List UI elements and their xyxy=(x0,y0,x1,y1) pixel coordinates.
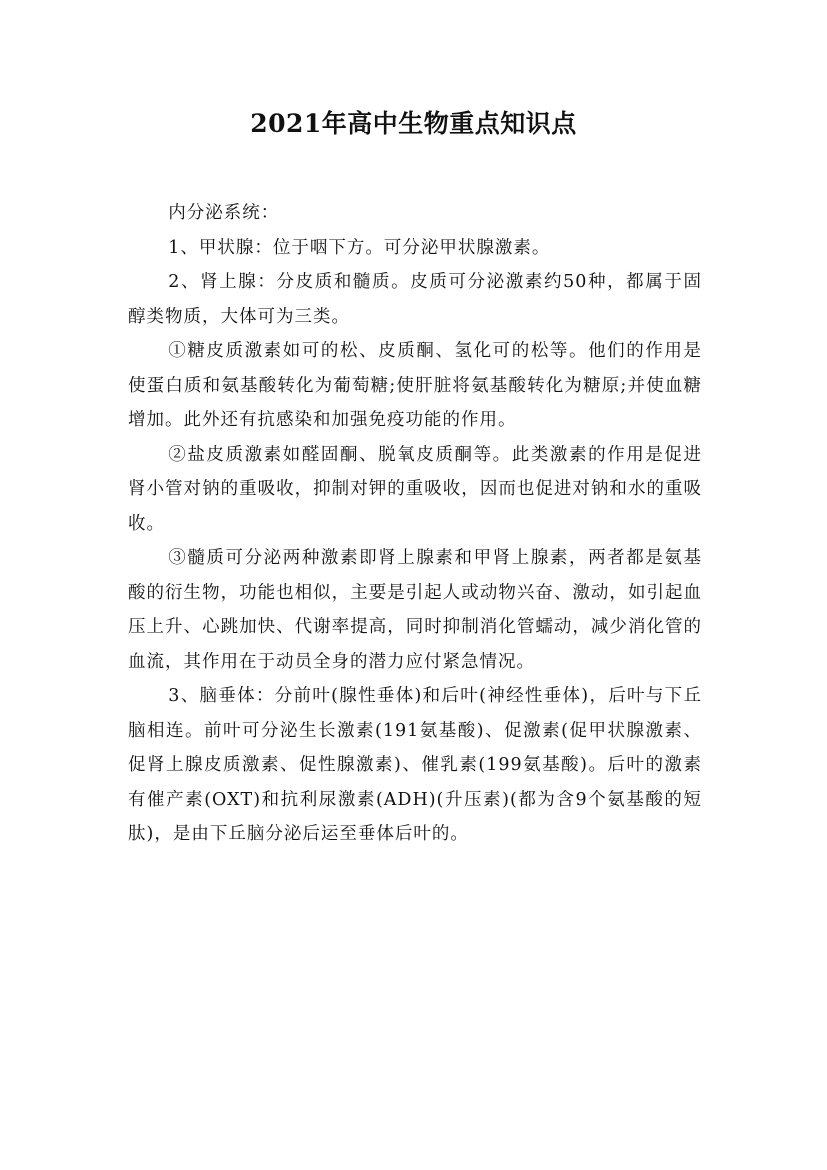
paragraph-endocrine-heading: 内分泌系统： xyxy=(168,203,280,223)
paragraph-medulla: ③髓质可分泌两种激素即肾上腺素和甲肾上腺素，两者都是氨基酸的衍生物，功能也相似，主要是引起人或动物兴奋、激动，如引起血压上升、心跳加快、代谢率提高，同时抑制消化管蠕动，减少消化管的血流，其作用在于动员全身的潜力应付紧急情况。 xyxy=(128,548,702,672)
paragraph-glucocorticoid: ①糖皮质激素如可的松、皮质酮、氢化可的松等。他们的作用是使蛋白质和氨基酸转化为葡萄糖;使肝脏将氨基酸转化为糖原;并使血糖增加。此外还有抗感染和加强免疫功能的作用。 xyxy=(128,341,702,430)
document-title: 2021年高中生物重点知识点 xyxy=(250,109,577,138)
paragraph-thyroid: 1、甲状腺：位于咽下方。可分泌甲状腺激素。 xyxy=(168,237,551,258)
document-body xyxy=(128,196,702,852)
paragraph-pituitary: 3、脑垂体：分前叶(腺性垂体)和后叶(神经性垂体)，后叶与下丘脑相连。前叶可分泌生长激素(191氨基酸)、促激素(促甲状腺激素、促肾上腺皮质激素、促性腺激素)、催乳素(199氨基酸)。后叶的激素有催产素(OXT)和抗利尿激素(ADH)(升压素)(都为含9个氨基酸的短肽)，是由下丘脑分泌后运至垂体后叶的。 xyxy=(128,686,702,844)
paragraph-adrenal: 2、肾上腺：分皮质和髓质。皮质可分泌激素约50种，都属于固醇类物质，大体可为三类。 xyxy=(128,272,702,327)
paragraph-mineralocorticoid: ②盐皮质激素如醛固酮、脱氧皮质酮等。此类激素的作用是促进肾小管对钠的重吸收，抑制对钾的重吸收，因而也促进对钠和水的重吸收。 xyxy=(128,444,702,534)
